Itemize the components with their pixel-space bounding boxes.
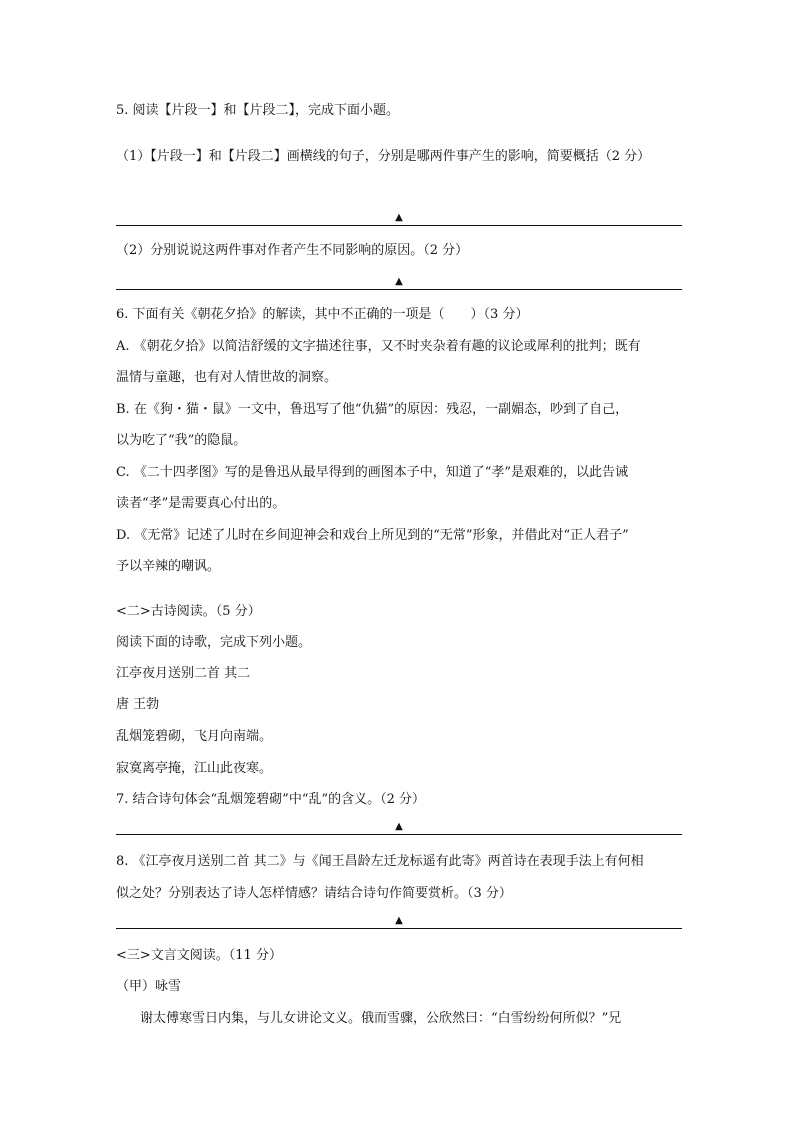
q6-option-a: A. 《朝花夕拾》以简洁舒缓的文字描述往事，又不时夹杂着有趣的议论或犀利的批判；既有	[116, 339, 641, 354]
classical-text: 谢太傅寒雪日内集，与儿女讲论文义。俄而雪骤，公欣然曰：“白雪纷纷何所似？”兄	[140, 1011, 622, 1026]
q7-stem: 7. 结合诗句体会“乱烟笼碧砌”中“乱”的含义。（2 分）	[116, 792, 426, 807]
section2-intro: 阅读下面的诗歌，完成下列小题。	[116, 635, 312, 650]
poem-title: 江亭夜月送别二首 其二	[116, 666, 251, 681]
answer-marker: ▲	[395, 821, 403, 832]
poem-line-2: 寂寞离亭掩，江山此夜寒。	[116, 761, 273, 776]
q6-option-b: B. 在《狗・猫・鼠》一文中，鲁迅写了他“仇猫”的原因：残忍，一副媚态，吵到了自己，	[116, 402, 629, 417]
q6-option-d: D. 《无常》记述了儿时在乡间迎神会和戏台上所见到的“无常”形象，并借此对“正人君子”	[116, 528, 629, 543]
answer-marker: ▲	[395, 212, 403, 223]
q5-sub2: （2）分别说说这两件事对作者产生不同影响的原因。（2 分）	[116, 243, 469, 258]
answer-line[interactable]	[116, 211, 682, 226]
answer-line[interactable]	[116, 820, 682, 835]
poem-line-1: 乱烟笼碧砌，飞月向南端。	[116, 729, 273, 744]
q6-option-c-cont: 读者“孝”是需要真心付出的。	[116, 496, 286, 511]
answer-line[interactable]	[116, 914, 682, 929]
q6-option-c: C. 《二十四孝图》写的是鲁迅从最早得到的画图本子中，知道了“孝”是艰难的，以此告诫	[116, 465, 629, 480]
q8-stem: 8. 《江亭夜月送别二首 其二》与《闻王昌龄左迁龙标遥有此寄》两首诗在表现手法上有何相	[116, 854, 644, 869]
section3-subtitle: （甲）咏雪	[116, 979, 182, 994]
q5-stem: 5. 阅读【片段一】和【片段二】，完成下面小题。	[116, 103, 400, 118]
q6-option-b-cont: 以为吃了“我”的隐鼠。	[116, 433, 247, 448]
poem-author: 唐 王勃	[116, 697, 160, 712]
q6-stem: 6. 下面有关《朝花夕拾》的解读，其中不正确的一项是（ ）（3 分）	[116, 307, 529, 322]
section2-title: <二>古诗阅读。（5 分）	[116, 604, 261, 619]
answer-line[interactable]	[116, 275, 682, 290]
q6-option-d-cont: 予以辛辣的嘲讽。	[116, 559, 221, 574]
answer-marker: ▲	[395, 915, 403, 926]
q5-sub1: （1）【片段一】和【片段二】画横线的句子，分别是哪两件事产生的影响，简要概括（2 分）	[116, 149, 651, 164]
answer-marker: ▲	[395, 276, 403, 287]
q6-option-a-cont: 温情与童趣，也有对人情世故的洞察。	[116, 370, 338, 385]
q8-stem-cont: 似之处？分别表达了诗人怎样情感？请结合诗句作简要赏析。（3 分）	[116, 886, 512, 901]
section3-title: <三>文言文阅读。（11 分）	[116, 948, 282, 963]
